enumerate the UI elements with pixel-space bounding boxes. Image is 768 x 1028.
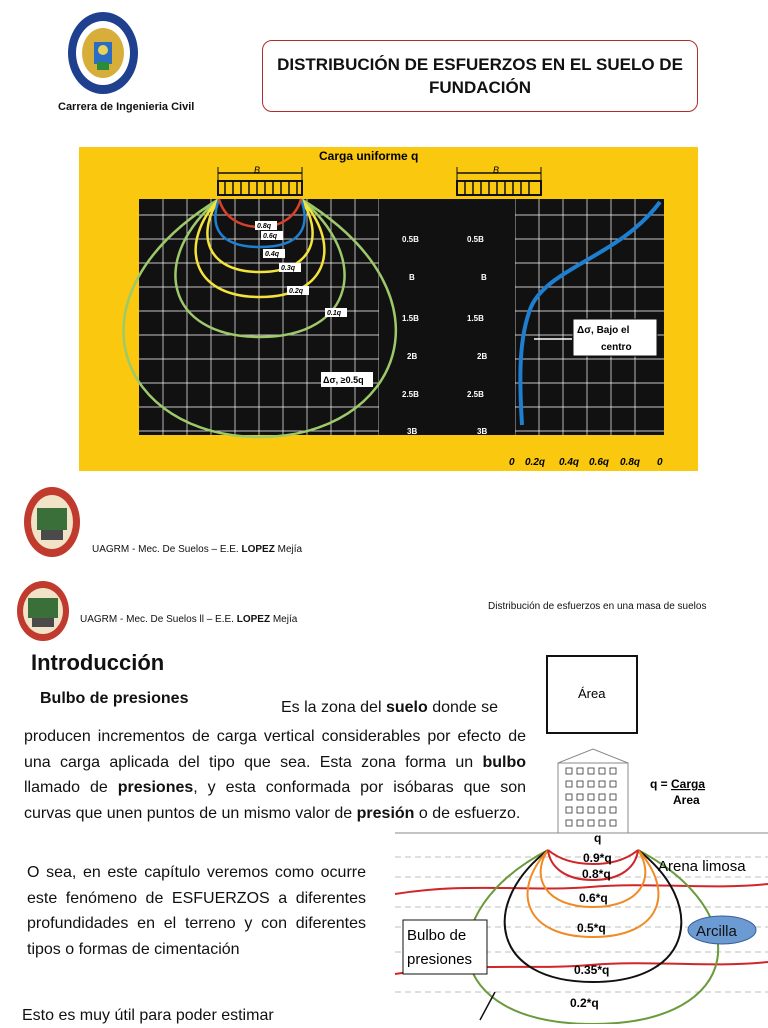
stress-bulb-figure: [79, 147, 698, 471]
layer-arcilla: Arcilla: [696, 923, 737, 940]
bulb-label-1: 0.6q: [263, 233, 278, 240]
p1-1: bulbo: [482, 753, 526, 771]
p1-first-2: donde se: [427, 699, 499, 716]
x-tick-3: 0.6q: [589, 457, 610, 468]
p1-2: llamado de: [24, 779, 118, 796]
area-label: Área: [578, 686, 606, 701]
p1-6: o de esfuerzo.: [414, 804, 521, 822]
isobar-label-0: 0.9*q: [583, 851, 612, 865]
p1-first-0: Es la zona del: [281, 699, 386, 716]
layer-arena-limosa: Arena limosa: [658, 858, 746, 875]
intro-heading: Introducción: [31, 650, 165, 675]
depth-label-left-4: 2.5B: [402, 390, 419, 399]
isobar-label-2: 0.6*q: [579, 891, 608, 905]
bulb-title-2: presiones: [407, 951, 473, 968]
depth-label-left-2: 1.5B: [402, 314, 419, 323]
x-tick-2: 0.4q: [559, 457, 580, 468]
p1-first-1: suelo: [385, 699, 428, 716]
footer-1-post: Mejía: [274, 544, 303, 555]
career-label: Carrera de Ingenieria Civil: [58, 101, 195, 113]
q-numerator: Carga: [671, 777, 706, 791]
isobar-label-5: 0.2*q: [570, 996, 599, 1010]
paragraph-3: Esto es muy útil para poder estimar: [22, 1007, 274, 1024]
top-load-label: Carga uniforme q: [319, 149, 419, 163]
p1-4: , y esta conformada por isóbaras que son curvas que unen puntos de un mismo valor de: [24, 779, 527, 822]
pressure-bulb-diagram: [390, 652, 768, 1024]
isobar-label-3: 0.5*q: [577, 921, 606, 935]
depth-label-right-3: 2B: [477, 352, 488, 361]
depth-label-left-5: 3B: [407, 427, 418, 436]
footer-2-post: Mejía: [270, 614, 298, 625]
x-tick-5: 0: [657, 457, 663, 468]
x-tick-4: 0.8q: [620, 457, 641, 468]
footer-1-bold: LOPEZ: [241, 544, 275, 555]
stress-bulb-chart: [79, 147, 698, 471]
university-logo: [66, 10, 140, 96]
footer-1-text: UAGRM - Mec. De Suelos – E.E.: [92, 544, 242, 555]
width-label-left: B: [254, 165, 261, 175]
bulb-label-5: 0.1q: [327, 310, 342, 317]
profile-note-2: centro: [601, 342, 632, 353]
page-title: DISTRIBUCIÓN DE ESFUERZOS EN EL SUELO DE FUNDACIÓN: [277, 55, 683, 97]
q-label: q =: [650, 777, 668, 791]
isobar-label-4: 0.35*q: [574, 963, 610, 977]
p1-5: presión: [356, 804, 415, 822]
footer-2: [80, 614, 297, 625]
engineering-logo-1: [23, 486, 81, 558]
paragraph-2: O sea, en este capítulo veremos como ocurre este fenómeno de ESFUERZOS a diferentes profundidades en el terreno y con diferentes tipos o formas de cimentación: [27, 864, 366, 958]
depth-label-right-2: 1.5B: [467, 314, 484, 323]
width-label-right: B: [493, 165, 500, 175]
bulbo-subheading: Bulbo de presiones: [40, 690, 189, 707]
section-note: Distribución de esfuerzos en una masa de suelos: [488, 601, 707, 612]
footer-2-text: UAGRM - Mec. De Suelos ll – E.E.: [80, 614, 237, 625]
depth-label-right-0: 0.5B: [467, 235, 484, 244]
depth-label-right-5: 3B: [477, 427, 488, 436]
depth-label-right-4: 2.5B: [467, 390, 484, 399]
q-denominator: Area: [673, 793, 700, 807]
delta-label: Δσ, ≥0.5q: [323, 375, 364, 385]
bulb-label-0: 0.8q: [257, 223, 272, 230]
profile-note-1: Δσ, Bajo el: [577, 325, 630, 336]
p1-0: producen incrementos de carga vertical considerables por efecto de una carga aplicada del tipo que sea. Esta zona forma un: [24, 728, 526, 771]
isobar-label-1: 0.8*q: [582, 867, 611, 881]
bulb-label-2: 0.4q: [265, 251, 280, 258]
bulb-label-3: 0.3q: [281, 265, 296, 272]
p1-3: presiones: [117, 779, 194, 796]
page-title-box: [262, 40, 698, 112]
engineering-logo-2: [16, 580, 71, 642]
depth-label-left-3: 2B: [407, 352, 418, 361]
footer-2-bold: LOPEZ: [236, 614, 271, 625]
bulb-label-4: 0.2q: [289, 288, 304, 295]
x-tick-0: 0: [509, 457, 515, 468]
bulb-title-1: Bulbo de: [407, 927, 467, 944]
footer-1: [92, 544, 302, 555]
depth-label-left-0: 0.5B: [402, 235, 419, 244]
depth-label-right-1: B: [481, 273, 487, 282]
x-tick-1: 0.2q: [525, 457, 546, 468]
q-small-label: q: [594, 831, 602, 845]
depth-label-left-1: B: [409, 273, 415, 282]
